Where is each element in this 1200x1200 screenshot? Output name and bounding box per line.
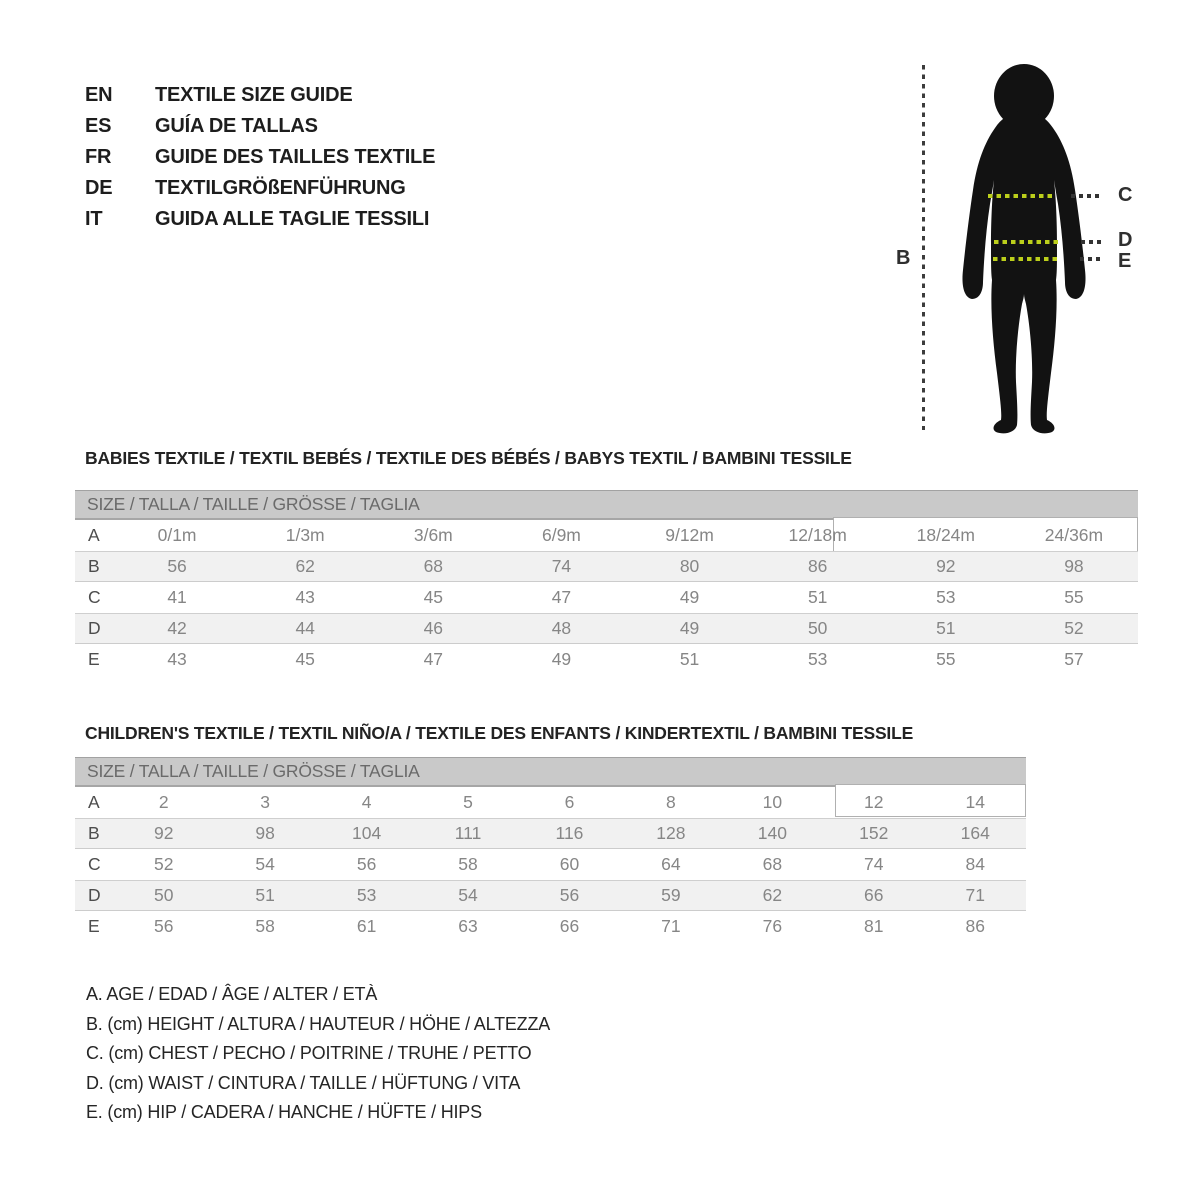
chest-measure-line: [988, 194, 1054, 198]
size-value: 86: [965, 916, 985, 936]
size-value: 42: [167, 618, 187, 638]
size-value: 71: [661, 916, 681, 936]
size-value: 6: [564, 792, 575, 812]
size-value: 51: [255, 885, 275, 905]
language-row: [85, 111, 435, 142]
size-value: 62: [762, 885, 783, 905]
legend-chest: C. (cm) CHEST / PECHO / POITRINE / TRUHE / PETTO: [86, 1043, 532, 1064]
size-table-header: SIZE / TALLA / TAILLE / GRÖSSE / TAGLIA: [75, 757, 1026, 787]
table-row: [75, 880, 1026, 911]
row-label: B: [88, 823, 100, 843]
size-value: 53: [936, 587, 956, 607]
language-title: TEXTILGRÖßENFÜHRUNG: [155, 177, 406, 199]
size-value: 51: [936, 618, 956, 638]
size-value: 48: [551, 618, 572, 638]
size-value: 24/36m: [1044, 525, 1104, 545]
size-value: 56: [167, 556, 187, 576]
language-title: TEXTILE SIZE GUIDE: [155, 84, 353, 106]
row-label: C: [88, 854, 101, 874]
language-title: GUÍA DE TALLAS: [155, 115, 318, 137]
size-value: 18/24m: [916, 525, 975, 545]
hip-measure-label: E: [1118, 250, 1132, 272]
size-value: 56: [356, 854, 377, 874]
size-value: 92: [153, 823, 174, 843]
size-value: 47: [551, 587, 572, 607]
language-code: ES: [85, 115, 112, 137]
size-value: 63: [458, 916, 478, 936]
table-row: [75, 520, 1138, 551]
size-value: 56: [153, 916, 174, 936]
table-row: [75, 911, 1026, 942]
table-row: [75, 644, 1138, 675]
size-value: 8: [666, 792, 676, 812]
size-value: 58: [458, 854, 478, 874]
size-value: 55: [1064, 587, 1084, 607]
size-value: 5: [463, 792, 473, 812]
waist-measure-leader-line: [1081, 240, 1105, 244]
size-value: 3: [260, 792, 271, 812]
hip-measure-leader-line: [1080, 257, 1104, 261]
size-value: 0/1m: [157, 525, 197, 545]
size-value: 140: [757, 823, 787, 843]
size-value: 41: [167, 587, 187, 607]
size-value: 53: [807, 649, 828, 669]
babies-size-table: [75, 490, 1138, 675]
size-value: 68: [762, 854, 783, 874]
size-value: 92: [936, 556, 956, 576]
size-value: 116: [555, 823, 584, 843]
language-code: EN: [85, 84, 113, 106]
size-value: 51: [679, 649, 700, 669]
size-value: 62: [295, 556, 315, 576]
size-value: 54: [255, 854, 275, 874]
size-value: 84: [965, 854, 985, 874]
height-measure-dotted-line: [922, 65, 925, 430]
size-value: 128: [656, 823, 686, 843]
language-code: IT: [85, 208, 103, 230]
size-value: 98: [255, 823, 275, 843]
language-code: FR: [85, 146, 112, 168]
chest-measure-leader-line: [1071, 194, 1103, 198]
row-label: E: [88, 916, 100, 936]
legend-height: B. (cm) HEIGHT / ALTURA / HAUTEUR / HÖHE / ALTEZZA: [86, 1013, 551, 1034]
size-value: 68: [423, 556, 444, 576]
legend-hip: E. (cm) HIP / CADERA / HANCHE / HÜFTE / HIPS: [86, 1102, 482, 1123]
size-value: 57: [1064, 649, 1084, 669]
size-value: 59: [661, 885, 681, 905]
size-value: 46: [423, 618, 444, 638]
row-label: D: [88, 618, 101, 638]
size-value: 47: [423, 649, 444, 669]
size-value: 111: [454, 823, 482, 843]
legend-waist: D. (cm) WAIST / CINTURA / TAILLE / HÜFTUNG / VITA: [86, 1072, 521, 1093]
size-value: 4: [361, 792, 372, 812]
size-value: 71: [965, 885, 985, 905]
size-value: 81: [864, 916, 884, 936]
language-row: [85, 80, 435, 111]
size-value: 86: [807, 556, 828, 576]
size-value: 54: [458, 885, 478, 905]
language-code: DE: [85, 177, 113, 199]
row-label: C: [88, 587, 101, 607]
language-list: [85, 80, 435, 235]
chest-measure-label: C: [1118, 184, 1133, 206]
size-value: 60: [559, 854, 580, 874]
size-value: 45: [423, 587, 444, 607]
size-value: 50: [807, 618, 828, 638]
measurement-legend: [86, 980, 550, 1128]
size-value: 12/18m: [788, 525, 847, 545]
size-value: 152: [859, 823, 889, 843]
table-row: [75, 613, 1138, 644]
language-title: GUIDE DES TAILLES TEXTILE: [155, 146, 436, 168]
size-value: 104: [351, 823, 382, 843]
row-label: A: [88, 525, 100, 545]
size-value: 3/6m: [413, 525, 453, 545]
waist-measure-label: D: [1118, 229, 1133, 251]
size-value: 1/3m: [285, 525, 325, 545]
legend-age: A. AGE / EDAD / ÂGE / ALTER / ETÀ: [86, 984, 378, 1004]
size-value: 9/12m: [665, 525, 714, 545]
language-row: [85, 204, 435, 235]
language-row: [85, 142, 435, 173]
language-row: [85, 173, 435, 204]
child-silhouette-icon: [945, 58, 1105, 436]
waist-measure-line: [994, 240, 1059, 244]
size-value: 52: [1064, 618, 1084, 638]
row-label: E: [88, 649, 100, 669]
size-value: 45: [295, 649, 315, 669]
table-row: [75, 551, 1138, 582]
size-value: 74: [551, 556, 572, 576]
size-value: 61: [356, 916, 377, 936]
size-value: 52: [153, 854, 174, 874]
row-label: B: [88, 556, 100, 576]
size-value: 2: [158, 792, 169, 812]
size-value: 14: [965, 792, 985, 812]
table-row: [75, 787, 1026, 818]
size-value: 49: [679, 618, 700, 638]
language-title: GUIDA ALLE TAGLIE TESSILI: [155, 208, 430, 230]
table-row: [75, 582, 1138, 613]
size-value: 43: [295, 587, 315, 607]
hip-measure-line: [993, 257, 1060, 261]
row-label: A: [88, 792, 100, 812]
row-label: D: [88, 885, 101, 905]
size-value: 49: [679, 587, 700, 607]
size-value: 12: [864, 792, 884, 812]
size-value: 44: [295, 618, 315, 638]
size-value: 66: [864, 885, 884, 905]
size-value: 49: [551, 649, 572, 669]
size-value: 53: [356, 885, 377, 905]
size-value: 164: [960, 823, 990, 843]
table-row: [75, 818, 1026, 849]
size-value: 98: [1064, 556, 1084, 576]
size-value: 56: [559, 885, 580, 905]
size-value: 66: [559, 916, 580, 936]
size-value: 50: [153, 885, 174, 905]
size-value: 55: [936, 649, 956, 669]
size-value: 74: [864, 854, 884, 874]
table-row: [75, 849, 1026, 880]
size-value: 43: [167, 649, 187, 669]
size-value: 51: [807, 587, 828, 607]
size-value: 80: [679, 556, 700, 576]
children-size-table: [75, 757, 1026, 942]
children-section-title: CHILDREN'S TEXTILE / TEXTIL NIÑO/A / TEXTILE DES ENFANTS / KINDERTEXTIL / BAMBINI TESSILE: [85, 723, 914, 743]
size-value: 58: [255, 916, 275, 936]
height-measure-label: B: [896, 247, 911, 269]
size-value: 6/9m: [541, 525, 581, 545]
size-value: 10: [762, 792, 783, 812]
babies-section-title: BABIES TEXTILE / TEXTIL BEBÉS / TEXTILE DES BÉBÉS / BABYS TEXTIL / BAMBINI TESSILE: [85, 448, 852, 468]
size-value: 76: [762, 916, 783, 936]
size-value: 64: [661, 854, 681, 874]
size-table-header: SIZE / TALLA / TAILLE / GRÖSSE / TAGLIA: [75, 490, 1138, 520]
